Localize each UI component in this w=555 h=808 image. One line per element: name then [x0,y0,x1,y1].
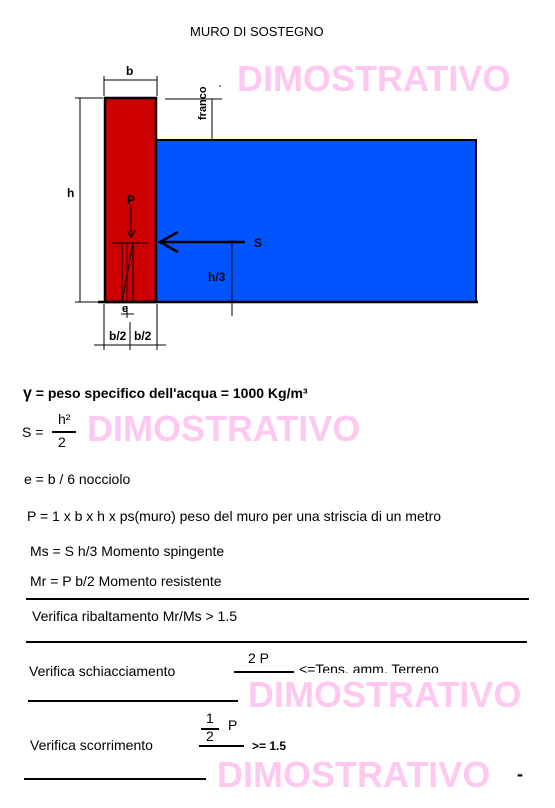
S-denominator: 2 [58,434,66,450]
S-numerator: h² [58,411,71,427]
gamma-line [23,385,308,403]
label-P: P [127,193,136,207]
scorrimento-main-line [199,745,244,747]
label-S: S [254,236,263,250]
label-franco: franco [197,86,209,120]
S-lhs: S = [22,424,44,440]
verifica-schiacciamento: Verifica schiacciamento [29,663,176,679]
trailing-dash: - [517,764,523,784]
P-formula: P = 1 x b x h x ps(muro) peso del muro per una striscia di un metro [27,508,442,524]
schiacciamento-fraction-line [234,671,294,673]
schiacciamento-condition: <=Tens. amm. Terreno [299,661,439,673]
scorrimento-condition: >= 1.5 [252,739,287,753]
label-b: b [126,64,134,78]
separator-3 [28,700,238,702]
verifica-ribaltamento: Verifica ribaltamento Mr/Ms > 1.5 [32,608,238,624]
watermark-2: DIMOSTRATIVO [87,408,361,449]
page-title: MURO DI SOSTEGNO [190,24,324,39]
label-h: h [67,186,75,200]
Ms-formula: Ms = S h/3 Momento spingente [30,543,225,559]
label-b2-right: b/2 [134,329,152,343]
label-b2-left: b/2 [109,329,127,343]
separator-1 [26,598,529,600]
watermark-3: DIMOSTRATIVO [248,674,522,715]
verifica-scorrimento: Verifica scorrimento [30,737,153,753]
gamma-symbol: γ [23,385,32,402]
S-fraction-line [52,431,76,433]
label-h3: h/3 [208,270,226,284]
scorrimento-numerator: 1 [206,710,214,726]
Mr-formula: Mr = P b/2 Momento resistente [30,573,222,589]
scorrimento-P: P [228,717,238,733]
gamma-text: = peso specifico dell'acqua = 1000 Kg/m³ [31,385,308,401]
separator-4 [24,778,206,780]
separator-2 [26,641,527,643]
e-formula: e = b / 6 nocciolo [24,471,131,487]
watermark-1: DIMOSTRATIVO [237,58,511,99]
label-e: e [122,303,129,315]
scorrimento-denominator: 2 [206,728,214,744]
water-body [157,140,476,302]
watermark-4: DIMOSTRATIVO [217,754,491,795]
retaining-wall-diagram [0,0,555,360]
schiacciamento-numerator: 2 P [248,650,270,666]
